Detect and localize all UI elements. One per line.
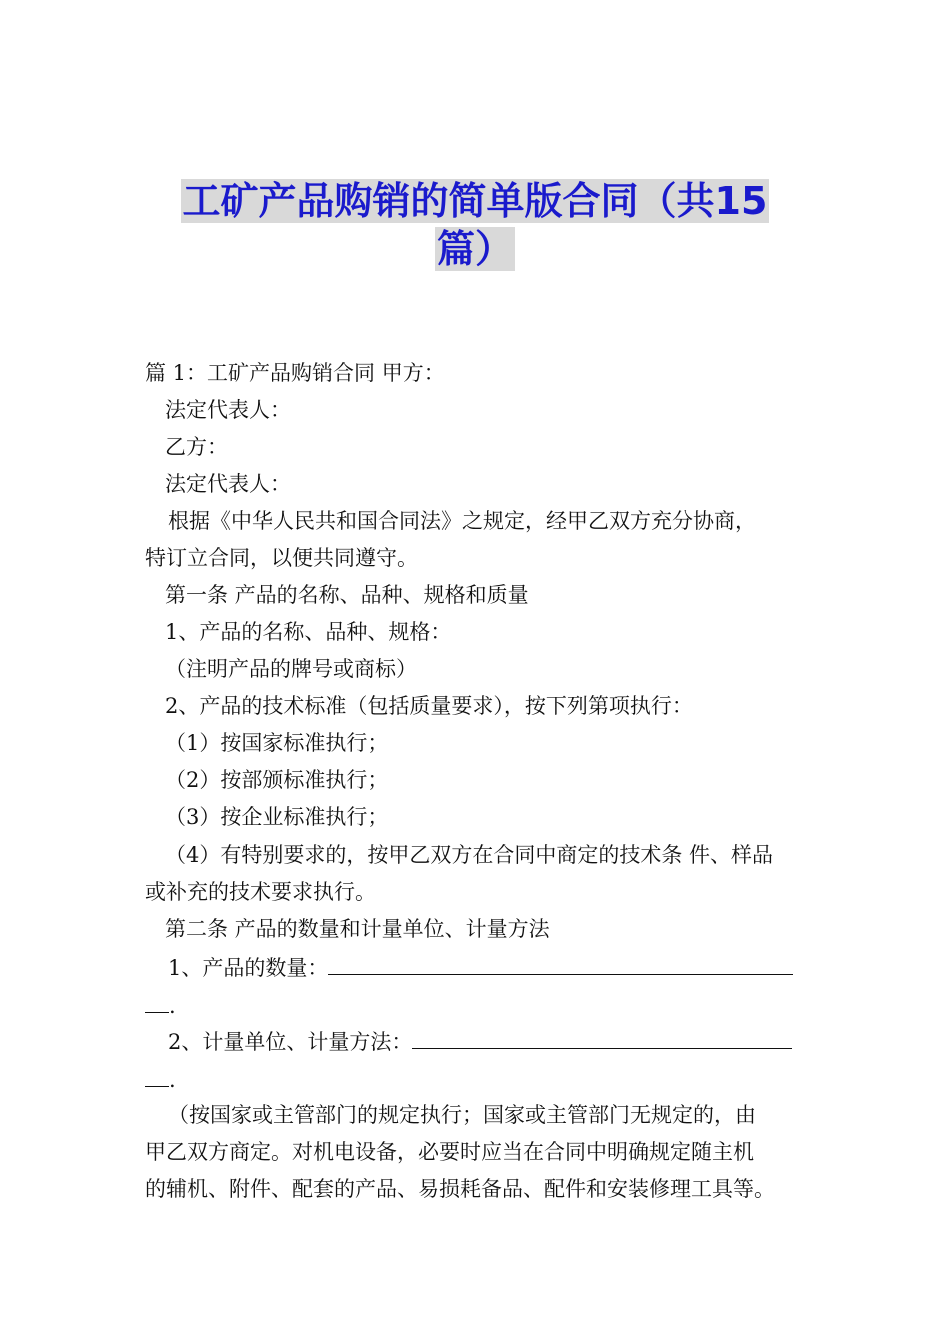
quantity-line-cont xyxy=(145,990,176,1021)
paragraph-line: （2）按部颁标准执行； xyxy=(165,768,389,792)
paragraph-line: 或补充的技术要求执行。 xyxy=(145,880,376,904)
paragraph-line: （3）按企业标准执行； xyxy=(165,805,389,829)
paragraph-line: （4）有特别要求的，按甲乙双方在合同中商定的技术条 件、样品 xyxy=(165,843,774,867)
paragraph-line: 的辅机、附件、配套的产品、易损耗备品、配件和安装修理工具等。 xyxy=(145,1177,775,1201)
unit-method-blank-cont xyxy=(145,1064,169,1087)
article-heading: 第二条 产品的数量和计量单位、计量方法 xyxy=(165,917,550,941)
unit-method-line-cont xyxy=(145,1064,176,1095)
paragraph-line: （1）按国家标准执行； xyxy=(165,731,389,755)
quantity-line xyxy=(168,952,793,983)
article-heading: 第一条 产品的名称、品种、规格和质量 xyxy=(165,583,529,607)
document-title-line-2: 篇） xyxy=(436,227,513,271)
period: . xyxy=(169,994,176,1018)
unit-method-blank xyxy=(412,1026,792,1049)
unit-method-line xyxy=(168,1026,792,1057)
quantity-blank-cont xyxy=(145,990,169,1013)
quantity-blank xyxy=(328,952,793,975)
paragraph-line: 法定代表人： xyxy=(165,398,291,422)
paragraph-line: （按国家或主管部门的规定执行；国家或主管部门无规定的，由 xyxy=(168,1103,756,1127)
quantity-label: 1、产品的数量： xyxy=(168,956,329,980)
paragraph-line: 根据《中华人民共和国合同法》之规定，经甲乙双方充分协商， xyxy=(168,509,756,533)
paragraph-line: 1、产品的名称、品种、规格： xyxy=(165,620,452,644)
paragraph-line: 乙方： xyxy=(165,435,228,459)
paragraph-line: （注明产品的牌号或商标） xyxy=(165,657,417,681)
paragraph-line: 特订立合同，以便共同遵守。 xyxy=(145,546,418,570)
paragraph-line: 篇 1：工矿产品购销合同 甲方： xyxy=(145,361,445,385)
unit-method-label: 2、计量单位、计量方法： xyxy=(168,1030,413,1054)
period: . xyxy=(169,1068,176,1092)
document-title-line-1: 工矿产品购销的简单版合同（共15 xyxy=(182,179,768,223)
paragraph-line: 2、产品的技术标准（包括质量要求），按下列第项执行： xyxy=(165,694,693,718)
paragraph-line: 甲乙双方商定。对机电设备，必要时应当在合同中明确规定随主机 xyxy=(145,1140,754,1164)
paragraph-line: 法定代表人： xyxy=(165,472,291,496)
